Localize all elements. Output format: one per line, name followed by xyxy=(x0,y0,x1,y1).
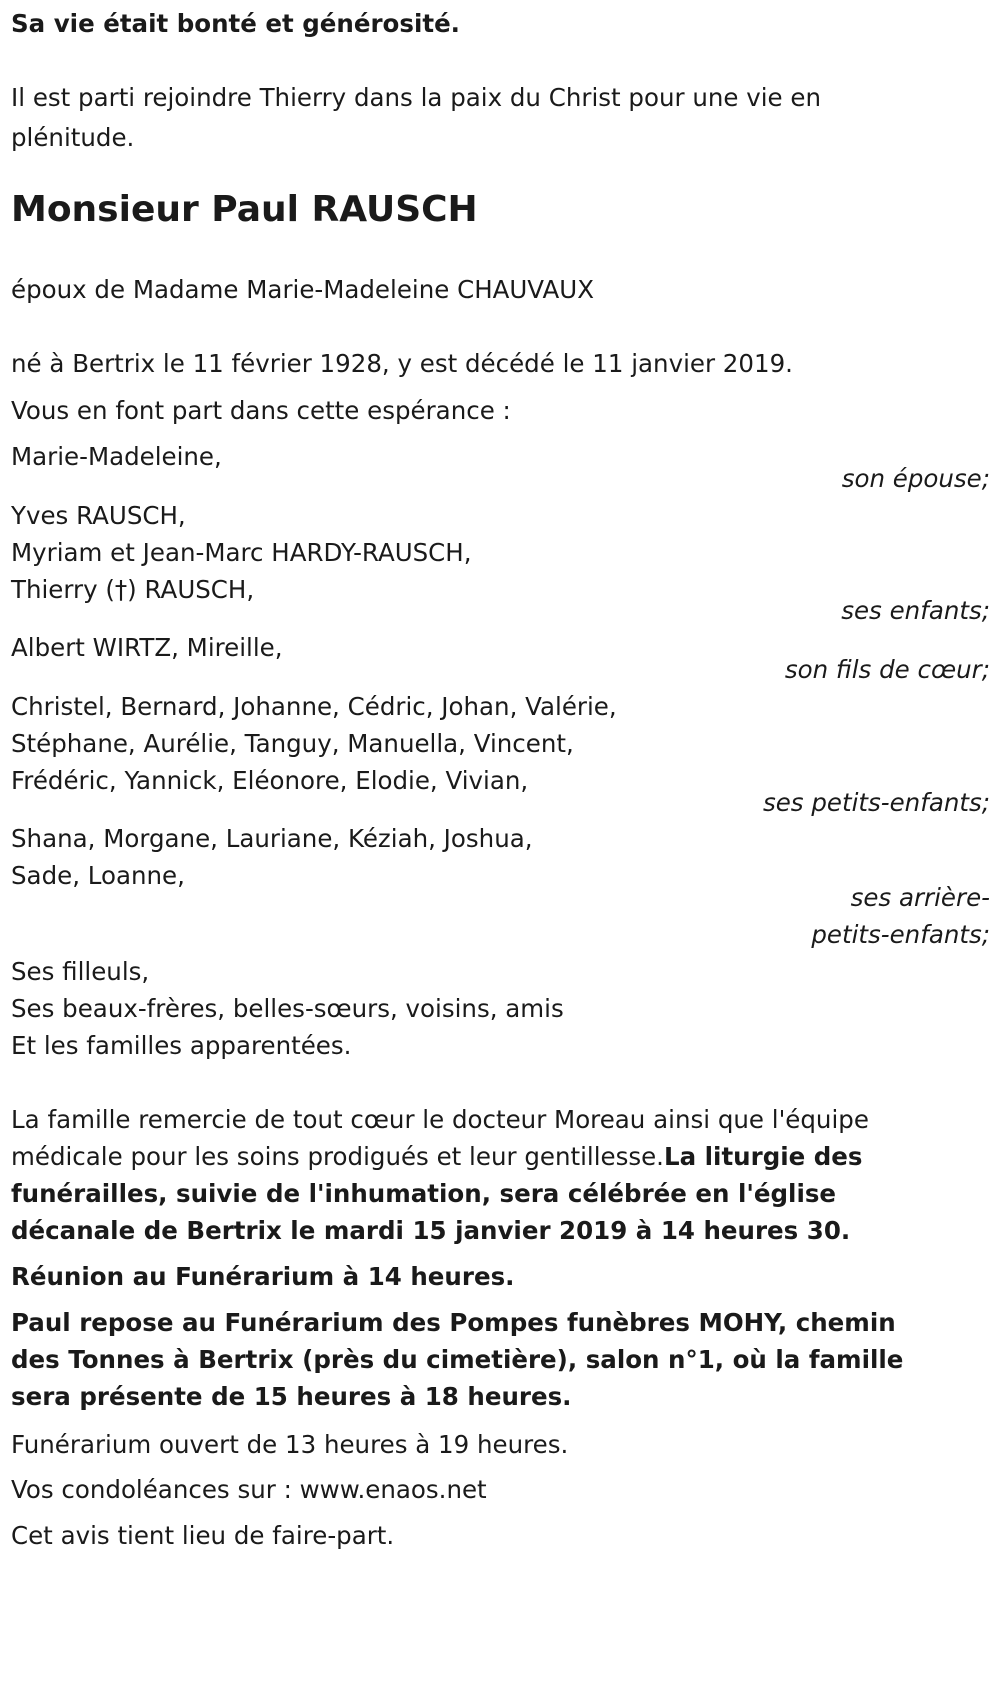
spouse-line: époux de Madame Marie-Madeleine CHAUVAUX xyxy=(11,275,594,304)
thanks-paragraph xyxy=(11,1101,940,1249)
family-line: Stéphane, Aurélie, Tanguy, Manuella, Vincent, xyxy=(11,729,574,758)
others-line: Ses beaux-frères, belles-sœurs, voisins, amis xyxy=(11,994,564,1023)
role-label: son épouse; xyxy=(841,464,990,493)
repose-paragraph: Paul repose au Funérarium des Pompes funèbres MOHY, chemin des Tonnes à Bertrix (près du cimetière), salon n°1, où la famille sera présente de 15 heures à 18 heures. xyxy=(11,1308,904,1411)
family-line: Yves RAUSCH, xyxy=(11,501,186,530)
others-line: Et les familles apparentées. xyxy=(11,1031,352,1060)
family-line: Shana, Morgane, Lauriane, Kéziah, Joshua, xyxy=(11,824,533,853)
thanks-text: La famille remercie de tout cœur le docteur Moreau ainsi que l'équipe médicale pour les soins prodigués et leur gentillesse. xyxy=(11,1105,869,1171)
family-line: Marie-Madeleine, xyxy=(11,442,222,471)
condolences-line: Vos condoléances sur : www.enaos.net xyxy=(11,1475,487,1504)
family-line: Sade, Loanne, xyxy=(11,861,185,890)
dates-line: né à Bertrix le 11 février 1928, y est décédé le 11 janvier 2019. xyxy=(11,349,793,378)
family-line: Myriam et Jean-Marc HARDY-RAUSCH, xyxy=(11,538,472,567)
role-label: ses enfants; xyxy=(841,596,990,625)
role-label: son fils de cœur; xyxy=(784,655,990,684)
others-block xyxy=(11,952,989,1066)
announce-line: Vous en font part dans cette espérance : xyxy=(11,396,511,425)
intro-text: Il est parti rejoindre Thierry dans la paix du Christ pour une vie en plénitude. xyxy=(11,83,822,152)
reunion-line: Réunion au Funérarium à 14 heures. xyxy=(11,1262,515,1291)
open-hours-line: Funérarium ouvert de 13 heures à 19 heures. xyxy=(11,1430,569,1459)
family-line: Christel, Bernard, Johanne, Cédric, Johan, Valérie, xyxy=(11,692,617,721)
family-line: Frédéric, Yannick, Eléonore, Elodie, Vivian, xyxy=(11,766,529,795)
family-line: Thierry (†) RAUSCH, xyxy=(11,575,255,604)
funeral-info: La liturgie des funérailles, suivie de l'inhumation, sera célébrée en l'église décanale de Bertrix le mardi 15 janvier 2019 à 14 heures 30. xyxy=(11,1142,863,1245)
role-label: ses petits-enfants; xyxy=(762,788,990,817)
role-label: ses arrière-petits-enfants; xyxy=(811,883,990,949)
deceased-name: Monsieur Paul RAUSCH xyxy=(11,189,478,230)
intro-heading: Sa vie était bonté et générosité. xyxy=(11,9,460,38)
family-line: Albert WIRTZ, Mireille, xyxy=(11,633,283,662)
others-line: Ses filleuls, xyxy=(11,957,150,986)
notice-line: Cet avis tient lieu de faire-part. xyxy=(11,1521,395,1550)
